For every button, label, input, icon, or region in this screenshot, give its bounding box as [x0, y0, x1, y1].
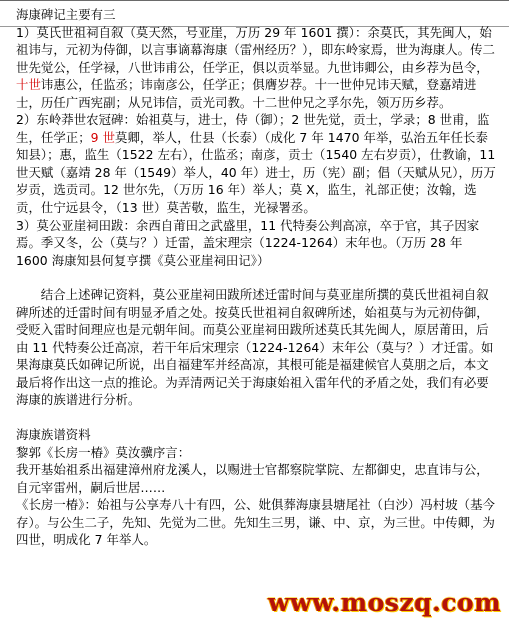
paragraph-gap	[16, 269, 496, 286]
genealogy-preface-heading: 黎郭《长房一椿》莫汝骥序言：	[16, 444, 191, 460]
analysis-paragraph: 结合上述碑记资料，莫公亚崖祠田跋所述迁雷时间与莫亚崖所撰的莫氏世祖祠自叙碑所述的迁雷时间有明显矛盾之处。按莫氏世祖祠自叙碑所述，始祖莫与为元初侍御，受贬入雷时间理应也是元朝年间。而莫公亚崖祠田跋所述莫氏其先闽人，原居莆田，后由 11 代特奏公迁高凉，若干年后宋理宗（1224-1264）末年公（莫与？）才迁雷。如果海康莫氏如碑记所说，出自福建军并经高凉，其根可能是福建候官人莫朋之后，本文最后将作出这一点的推论。为弄清两记关于海康始祖入雷年代的矛盾之处，我们有必要海康的族谱进行分析。	[16, 287, 494, 408]
site-watermark: www.moszq.com	[268, 588, 502, 617]
inscription-1-text-a: 1）莫氏世祖祠自叙（莫天然，号亚崖，万历 29 年 1601 撰）：余莫氏，其先闽人，始祖讳与，元初为侍御，以言事谪幕海康（雷州经历？），即东岭家焉，世为海康人。传二世先觉公，任学禄，八世讳甫公，任学正，俱以贡举显。九世讳卿公，由乡荐为邑令，	[16, 24, 495, 75]
inscription-3: 3）莫公亚崖祠田跋：余西自莆田之武盛里，11 代特奏公判高凉，卒于官，其子因家焉。季又冬，公（莫与？）迁雷，盖宋理宗（1224-1264）末年也。（万历 28 年 1600 海康知县何复亨撰《莫公亚崖祠田记》）	[16, 217, 480, 268]
inscription-1-highlight: 十世	[16, 77, 41, 93]
inscription-1-text-b: 讳惠公，任监丞；讳南彦公，任学正；俱膺岁荐。十一世仲兄讳天赋，登嘉靖进士，历任广西宪副；从兄讳信，贡光司教。十二世仲兄之孚尔先，领万历乡荐。	[16, 77, 477, 110]
inscription-2-text-b: 莫卿，举人，仕县（长泰）（成化 7 年 1470 年举，弘治五年任长泰知县）；惠，监生（1522 左右），仕监丞；南彦，贡士（1540 左右岁贡），仕教谕，11 世天赋（嘉靖 28 年（1549）举人，40 年）进士，历（宪）副；倡（天赋从兄），历万岁贡，选贡司。12 世尔先，（万历 16 年）举人；莫 X，监生，礼部正使；汝翰，选贡，仕宁远县令，（13 世）莫苦敬，监生，光禄署丞。	[16, 129, 496, 216]
genealogy-preface-text: 我开基始祖系出福建漳州府龙溪人，以赐进士官都察院掌院、左都御史，忠直讳与公，自元宰雷州，嗣后世居……	[16, 462, 489, 495]
top-border-line	[0, 0, 509, 1]
inscription-1	[16, 24, 496, 112]
inscription-2	[16, 111, 496, 216]
document-body	[16, 6, 496, 549]
inscription-2-text-a: 2）东岭莽世农冠碑：始祖莫与，进士，侍（御）；2 世先觉，贡士，学录；8 世甫，监生，任学正；	[16, 112, 490, 145]
genealogy-heading: 海康族谱资料	[16, 427, 91, 443]
paragraph-gap	[16, 409, 496, 426]
inscription-2-highlight: 9 世	[90, 129, 116, 145]
genealogy-record-text: 《长房一椿》：始祖与公享寿八十有四，公、妣俱葬海康县塘尾社（白沙）冯村坡（基今存）。与公生二子，先知、先觉为二世。先知生三男，谦、中、京，为三世。中传卿，为四世，明成化 7 年举人。	[16, 497, 495, 548]
document-title: 海康碑记主要有三	[16, 7, 116, 22]
